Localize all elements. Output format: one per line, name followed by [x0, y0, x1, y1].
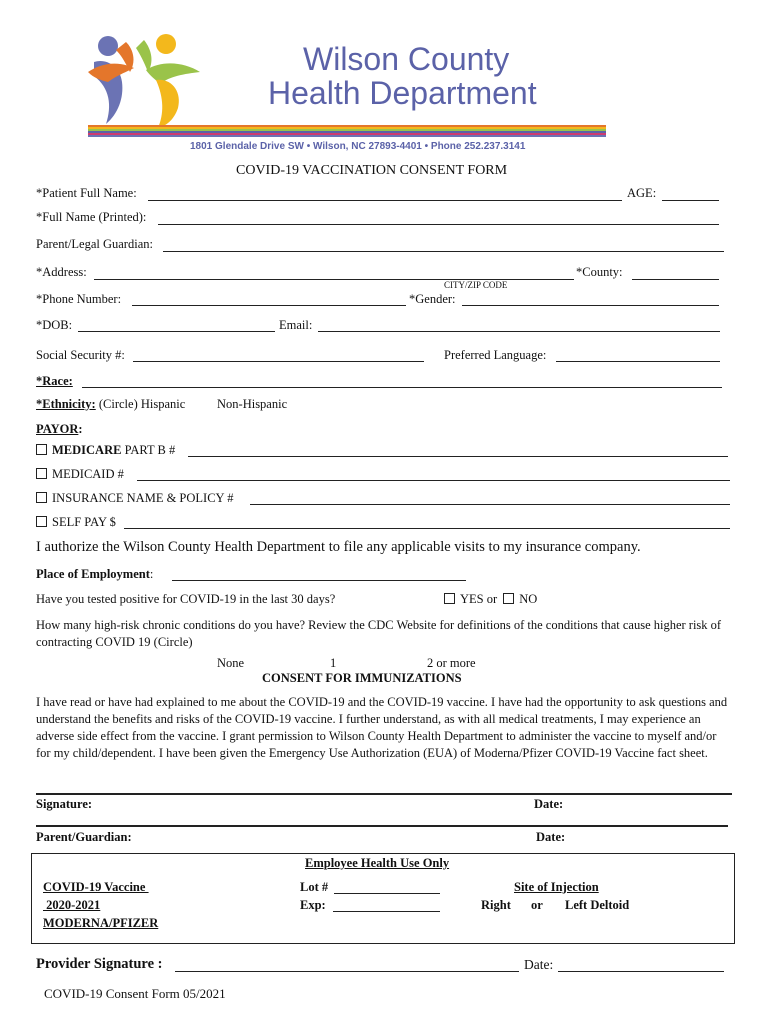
chronic-conditions-question: How many high-risk chronic conditions do you have? Review the CDC Website for definitions of the conditions that cause higher risk of contracting COVID 19 (Circle) — [36, 618, 722, 649]
county-label: *County: — [576, 265, 623, 279]
medicare-part-b-label: PART B # — [124, 443, 176, 457]
medicare-label: MEDICARE — [52, 443, 122, 457]
wchd-logo-icon — [86, 32, 206, 128]
org-name-line1: Wilson County — [303, 41, 510, 77]
ssn-label: Social Security #: — [36, 348, 125, 362]
medicare-checkbox[interactable] — [36, 444, 47, 455]
dob-field[interactable] — [78, 331, 275, 332]
signature-field[interactable] — [36, 793, 732, 795]
dob-label: *DOB: — [36, 318, 73, 332]
race-label: *Race: — [36, 374, 73, 388]
tested-positive-question: Have you tested positive for COVID-19 in the last 30 days? — [36, 592, 336, 606]
insurance-policy-field[interactable] — [250, 504, 730, 505]
email-field[interactable] — [318, 331, 720, 332]
language-field[interactable] — [556, 361, 720, 362]
race-field[interactable] — [82, 387, 722, 388]
chronic-option-none[interactable]: None — [217, 656, 245, 670]
injection-site-right[interactable]: Right — [481, 898, 511, 912]
ssn-field[interactable] — [133, 361, 424, 362]
form-identifier: COVID-19 Consent Form 05/2021 — [44, 986, 226, 1001]
provider-date-text: Date: — [524, 957, 554, 972]
consent-heading: CONSENT FOR IMMUNIZATIONS — [262, 671, 462, 685]
phone-label: *Phone Number: — [36, 292, 122, 306]
medicare-number-field[interactable] — [188, 456, 728, 457]
no-label: NO — [519, 592, 538, 606]
employment-field[interactable] — [172, 580, 466, 581]
ethnicity-hispanic-option[interactable]: (Circle) Hispanic — [98, 397, 186, 411]
insurance-label: INSURANCE NAME & POLICY # — [52, 491, 234, 505]
self-pay-option — [36, 515, 116, 530]
employment-label: Place of Employment — [36, 567, 150, 581]
guardian-label: Parent/Legal Guardian: — [36, 237, 153, 251]
payor-heading-text: PAYOR — [36, 422, 79, 436]
lot-label: Lot # — [300, 880, 329, 894]
self-pay-checkbox[interactable] — [36, 516, 47, 527]
county-field[interactable] — [632, 279, 719, 280]
insurance-option — [36, 491, 234, 506]
gender-field[interactable] — [462, 305, 719, 306]
patient-name-label: *Patient Full Name: — [36, 186, 137, 200]
vaccine-year: 2020-2021 — [43, 898, 101, 912]
guardian-signature-field[interactable] — [36, 825, 728, 827]
no-checkbox[interactable] — [503, 593, 514, 604]
email-label: Email: — [279, 318, 313, 332]
full-name-printed-field[interactable] — [158, 224, 719, 225]
signature-date-label: Date: — [534, 797, 564, 811]
org-name-line2: Health Department — [268, 75, 537, 111]
payor-heading-colon: : — [78, 422, 83, 436]
age-label: AGE: — [627, 186, 657, 200]
chronic-option-one[interactable]: 1 — [330, 656, 337, 670]
injection-site-heading: Site of Injection — [514, 880, 599, 894]
patient-name-field[interactable] — [148, 200, 622, 201]
payor-heading — [36, 422, 83, 437]
guardian-date-label: Date: — [536, 830, 566, 844]
signature-label: Signature: — [36, 797, 93, 811]
consent-text: I have read or have had explained to me about the COVID-19 and the COVID-19 vaccine. I have had the opportunity to ask questions and understand the benefits and risks of the COVID-19 vaccine. I further understand, as with all medical treatments, I may experience an adverse side effect from the vaccine. I grant permission to Wilson County Health Department to administer the vaccine to myself and/or for my child/dependent. I have been given the Emergency Use Authorization (EUA) of Moderna/Pfizer COVID-19 Vaccine fact sheet. — [36, 695, 728, 760]
lot-number-field[interactable] — [334, 893, 440, 894]
employment-colon: : — [149, 567, 154, 581]
org-address-line: 1801 Glendale Drive SW • Wilson, NC 27893-4401 • Phone 252.237.3141 — [190, 141, 526, 152]
yes-checkbox[interactable] — [444, 593, 455, 604]
medicaid-label: MEDICAID # — [52, 467, 124, 481]
insurance-checkbox[interactable] — [36, 492, 47, 503]
yes-label: YES or — [460, 592, 498, 606]
ethnicity-label: *Ethnicity: — [36, 397, 96, 411]
language-label: Preferred Language: — [444, 348, 547, 362]
injection-site-or: or — [531, 898, 543, 912]
city-zip-caption: CITY/ZIP CODE — [444, 280, 508, 290]
chronic-option-two-or-more[interactable]: 2 or more — [427, 656, 476, 670]
ethnicity-row — [36, 397, 185, 412]
age-field[interactable] — [662, 200, 719, 201]
vaccine-manufacturer: MODERNA/PFIZER — [43, 916, 159, 930]
medicaid-checkbox[interactable] — [36, 468, 47, 479]
ethnicity-non-hispanic-option[interactable]: Non-Hispanic — [217, 397, 288, 411]
phone-field[interactable] — [132, 305, 406, 306]
provider-signature-field[interactable] — [175, 971, 519, 972]
tested-positive-options — [444, 592, 537, 607]
form-title: COVID-19 VACCINATION CONSENT FORM — [236, 163, 508, 178]
self-pay-amount-field[interactable] — [124, 528, 730, 529]
exp-date-field[interactable] — [333, 911, 440, 912]
provider-signature-label: Provider Signature : — [36, 956, 163, 972]
employee-health-heading: Employee Health Use Only — [305, 856, 450, 870]
provider-date-label — [524, 957, 553, 973]
medicare-option — [36, 443, 175, 458]
insurance-authorization-text: I authorize the Wilson County Health Department to file any applicable visits to my insurance company. — [36, 539, 641, 555]
vaccine-name: COVID-19 Vaccine — [43, 880, 149, 894]
employment-row — [36, 567, 153, 582]
medicaid-option — [36, 467, 124, 482]
injection-site-left-deltoid[interactable]: Left Deltoid — [565, 898, 630, 912]
gender-label: *Gender: — [409, 292, 456, 306]
full-name-printed-label: *Full Name (Printed): — [36, 210, 147, 224]
guardian-signature-label: Parent/Guardian: — [36, 830, 132, 844]
self-pay-label: SELF PAY $ — [52, 515, 116, 529]
guardian-field[interactable] — [163, 251, 724, 252]
address-label: *Address: — [36, 265, 87, 279]
provider-date-field[interactable] — [558, 971, 724, 972]
exp-label: Exp: — [300, 898, 326, 912]
medicaid-number-field[interactable] — [137, 480, 730, 481]
